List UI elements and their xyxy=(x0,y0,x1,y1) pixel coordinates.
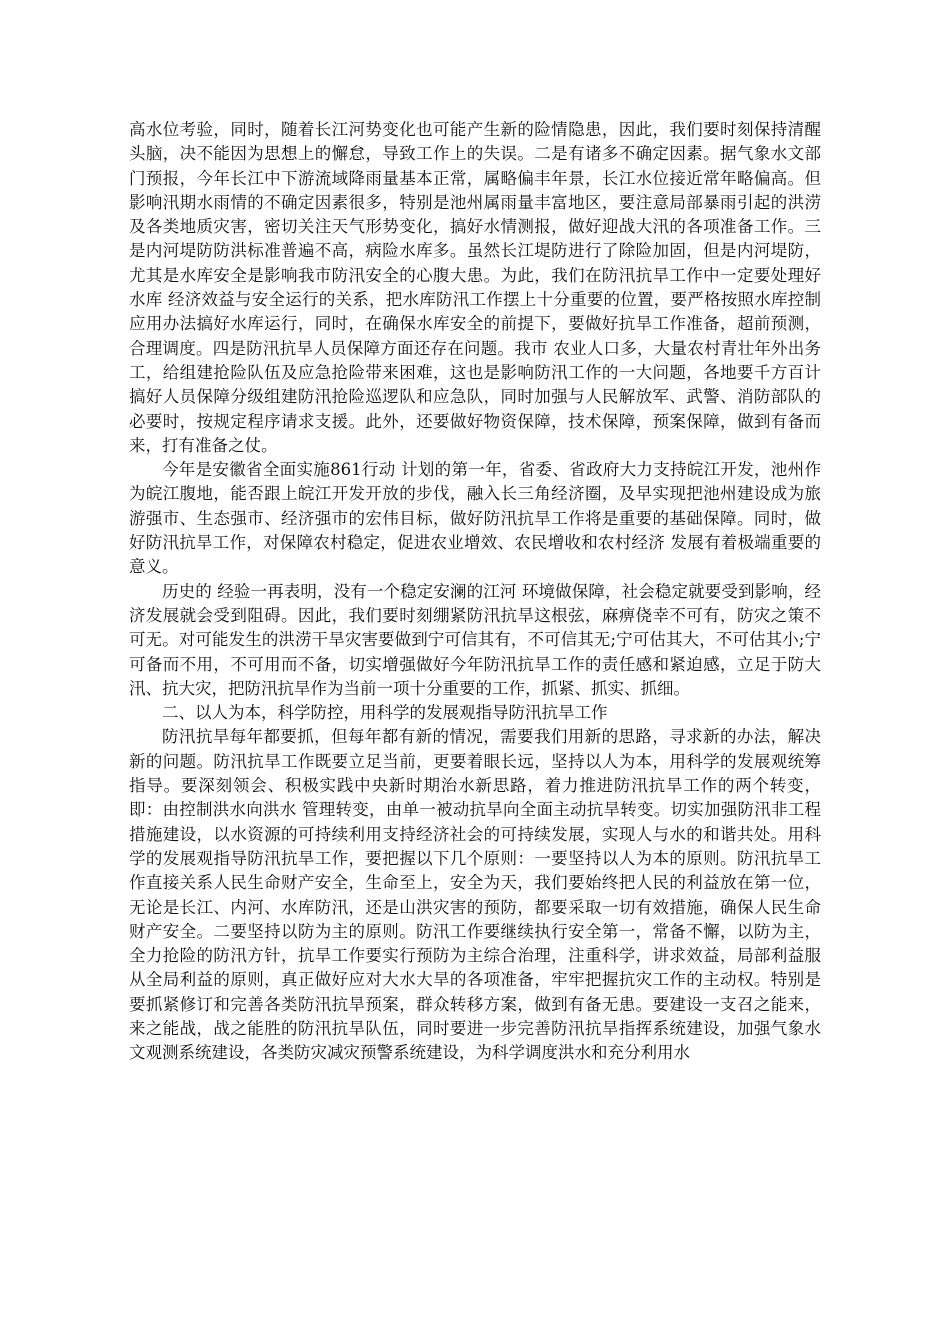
paragraph-flood-risk-factors: 高水位考验，同时，随着长江河势变化也可能产生新的险情隐患，因此，我们要时刻保持清醒头脑，决不能因为思想上的懈怠，导致工作上的失误。二是有诸多不确定因素。据气象水文部门预报，今年长江中下游流域降雨量基本正常，属略偏丰年景，长江水位接近常年略偏高。但影响汛期水雨情的不确定因素很多，特别是池州属雨量丰富地区，要注意局部暴雨引起的洪涝及各类地质灾害，密切关注天气形势变化，搞好水情测报，做好迎战大汛的各项准备工作。三是内河堤防防洪标准普遍不高，病险水库多。虽然长江堤防进行了除险加固，但是内河堤防，尤其是水库安全是影响我市防汛安全的心腹大患。为此，我们在防汛抗旱工作中一定要处理好水库 经济效益与安全运行的关系，把水库防汛工作摆上十分重要的位置，要严格按照水库控制 应用办法搞好水库运行，同时，在确保水库安全的前提下，要做好抗旱工作准备，超前预测，合理调度。四是防汛抗旱人员保障方面还存在问题。我市 农业人口多，大量农村青壮年外出务工，给组建抢险队伍及应急抢险带来困难，这也是影响防汛工作的一大问题，各地要千方百计搞好人员保障分级组建防汛抢险巡逻队和应急队，同时加强与人民解放军、武警、消防部队的必要时，按规定程序请求支援。此外，还要做好物资保障，技术保障，预案保障，做到有备而来，打有准备之仗。 xyxy=(129,120,821,455)
document-body xyxy=(129,118,821,1066)
paragraph-historical-experience: 历史的 经验一再表明，没有一个稳定安澜的江河 环境做保障，社会稳定就要受到影响，经济发展就会受到阻碍。因此，我们要时刻绷紧防汛抗旱这根弦，麻痹侥幸不可有，防灾之策不可无。对可能发生的洪涝干旱灾害要做到宁可信其有，不可信其无;宁可估其大，不可估其小;宁可备而不用，不可用而不备，切实增强做好今年防汛抗旱工作的责任感和紧迫感，立足于防大汛、抗大灾，把防汛抗旱作为当前一项十分重要的工作，抓紧、抓实、抓细。 xyxy=(129,581,821,698)
section-heading-scientific-prevention: 二、以人为本，科学防控，用科学的发展观指导防汛抗旱工作 xyxy=(162,703,608,723)
paragraph-anhui-861-plan: 今年是安徽省全面实施861行动 计划的第一年，省委、省政府大力支持皖江开发，池州作为皖江腹地，能否跟上皖江开发开放的步伐，融入长三角经济圈，及早实现把池州建设成为旅游强市、生态强市、经济强市的宏伟目标，做好防汛抗旱工作将是重要的基础保障。同时，做好防汛抗旱工作，对保障农村稳定，促进农业增效、农民增收和农村经济 发展有着极端重要的意义。 xyxy=(129,460,821,577)
paragraph-people-oriented-principles: 防汛抗旱每年都要抓，但每年都有新的情况，需要我们用新的思路，寻求新的办法，解决新的问题。防汛抗旱工作既要立足当前，更要着眼长远，坚持以人为本，用科学的发展观统筹指导。要深刻领会、积极实践中央新时期治水新思路，着力推进防汛抗旱工作的两个转变，即：由控制洪水向洪水 管理转变，由单一被动抗旱向全面主动抗旱转变。切实加强防汛非工程措施建设，以水资源的可持续利用支持经济社会的可持续发展，实现人与水的和谐共处。用科学的发展观指导防汛抗旱工作，要把握以下几个原则：一要坚持以人为本的原则。防汛抗旱工作直接关系人民生命财产安全，生命至上，安全为天，我们要始终把人民的利益放在第一位，无论是长江、内河、水库防汛，还是山洪灾害的预防，都要采取一切有效措施，确保人民生命财产安全。二要坚持以防为主的原则。防汛工作要继续执行安全第一，常备不懈，以防为主，全力抢险的防汛方针，抗旱工作要实行预防为主综合治理，注重科学，讲求效益，局部利益服从全局利益的原则，真正做好应对大水大旱的各项准备，牢牢把握抗灾工作的主动权。特别是要抓紧修订和完善各类防汛抗旱预案，群众转移方案，做到有备无患。要建设一支召之能来，来之能战，战之能胜的防汛抗旱队伍，同时要进一步完善防汛抗旱指挥系统建设，加强气象水文观测系统建设，各类防灾减灾预警系统建设，为科学调度洪水和充分利用水 xyxy=(129,727,821,1063)
